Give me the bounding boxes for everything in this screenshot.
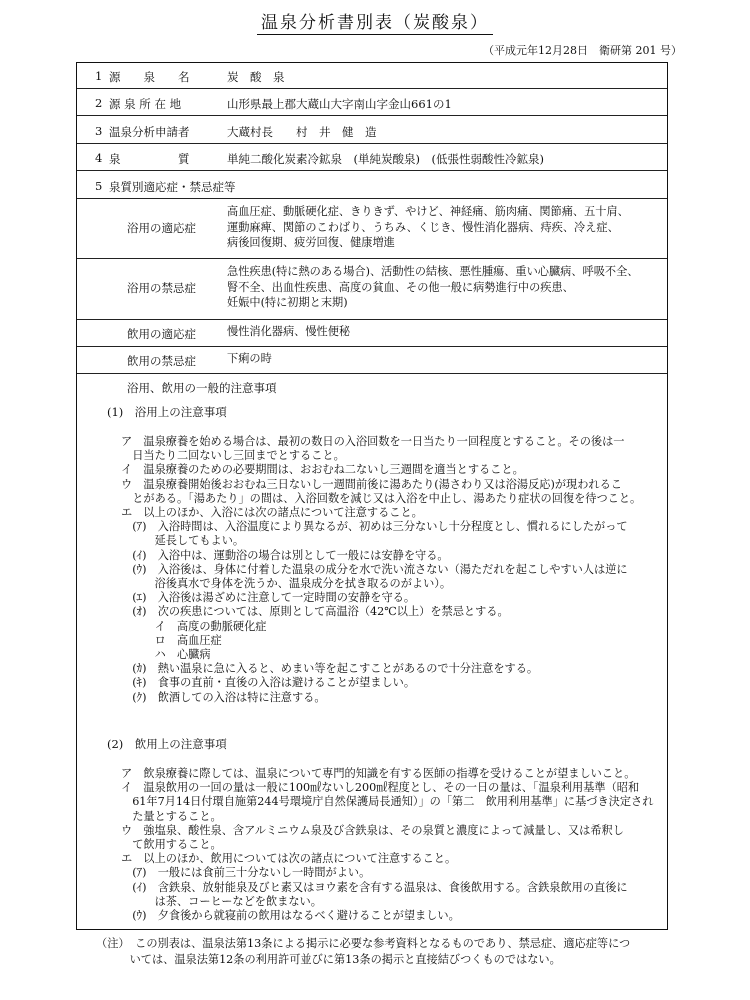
drink-contraindications: 飲用の禁忌症 下痢の時 [77,346,667,374]
bath-contraindications: 浴用の禁忌症 急性疾患(特に熱のある場合)、活動性の結核、悪性腫瘍、重い心臓病、呼吸不全、 腎不全、出血性疾患、高度の貧血、その他一般に病勢進行中の疾患、 妊娠中(特に初期と末期) [77,258,667,320]
document-title: 温泉分析書別表（炭酸泉） [0,8,750,33]
row-applicant: 3 温泉分析申請者 大蔵村長 村 井 健 造 [77,115,667,144]
footnote: （注） この別表は、温泉法第13条による掲示に必要な参考資料となるものであり、禁忌症、適応症等につ いては、温泉法第12条の利用許可並びに第13条の掲示と直接結びつくものではない。 [96,937,631,966]
row-indications-header: 5 泉質別適応症・禁忌症等 [77,170,667,199]
row-source-name: 1 源 泉 名 炭 酸 泉 [77,63,667,89]
row-source-location: 2 源 泉 所 在 地 山形県最上郡大蔵山大字南山字金山661の1 [77,88,667,116]
content-frame [76,62,668,930]
bath-precautions-list: ア 温泉療養を始める場合は、最初の数日の入浴回数を一日当たり一回程度とすること。その後は一 日当たり二回ないし三回までとすること。 イ 温泉療養のための必要期間は、おおむね二ないし三週間を適当とすること。 ウ 温泉療養開始後おおむね三日ないし一週間前後に湯あたり(湯さわり又は浴湯反応)が現われるこ とがある。「湯あたり」の間は、入浴回数を減じ又は入浴を中止し、湯あたり症状の回復を待つこと。 エ 以上のほか、入浴には次の諸点について注意すること。 (ｱ) 入浴時間は、入浴温度により異なるが、初めは三分ないし十分程度とし、慣れるにしたがって 延長してもよい。 (ｲ) 入浴中は、運動浴の場合は別として一般には安静を守る。 (ｳ) 入浴後は、身体に付着した温泉の成分を水で洗い流さない（湯ただれを起こしやすい人は逆に 浴後真水で身体を洗うか、温泉成分を拭き取るのがよい）。 (ｴ) 入浴後は湯ざめに注意して一定時間の安静を守る。 (ｵ) 次の疾患については、原則として高温浴（42℃以上）を禁忌とする。 イ 高度の動脈硬化症 ロ 高血圧症 ハ 心臓病 (ｶ) 熱い温泉に急に入ると、めまい等を起こすことがあるので十分注意をする。 (ｷ) 食事の直前・直後の入浴は避けることが望ましい。 (ｸ) 飲酒しての入浴は特に注意する。 [121,435,642,704]
bath-indications: 浴用の適応症 高血圧症、動脈硬化症、きりきず、やけど、神経痛、筋肉痛、関節痛、五十肩、 運動麻痺、関節のこわばり、うちみ、くじき、慢性消化器病、痔疾、冷え症、 病後回復期、疲労回復、健康増進 [77,198,667,259]
bath-precautions-heading: (1) 浴用上の注意事項 [107,405,227,419]
drink-indications: 飲用の適応症 慢性消化器病、慢性便秘 [77,319,667,347]
reference-number: （平成元年12月28日 衛研第 201 号） [483,44,682,57]
drink-precautions-list: ア 飲泉療養に際しては、温泉について専門的知識を有する医師の指導を受けることが望ましいこと。 イ 温泉飲用の一回の量は一般に100㎖ないし200㎖程度とし、その一日の量は、「温泉利用基準（昭和 61年7月14日付環自施第244号環境庁自然保護局長通知）」の「第二 飲用利用基準」に基づき決定され た量とすること。 ウ 強塩泉、酸性泉、含アルミニウム泉及び含鉄泉は、その泉質と濃度によって減量し、又は希釈し て飲用すること。 エ 以上のほか、飲用については次の諸点について注意すること。 (ｱ) 一般には食前三十分ないし一時間がよい。 (ｲ) 含鉄泉、放射能泉及びヒ素又はヨウ素を含有する温泉は、食後飲用する。含鉄泉飲用の直後に は茶、コーヒーなどを飲まない。 (ｳ) 夕食後から就寝前の飲用はなるべく避けることが望ましい。 [121,767,654,923]
row-spring-quality: 4 泉 質 単純二酸化炭素冷鉱泉 (単純炭酸泉) (低張性弱酸性冷鉱泉) [77,143,667,171]
general-precautions-heading: 浴用、飲用の一般的注意事項 [127,381,277,395]
drink-precautions-heading: (2) 飲用上の注意事項 [107,737,227,751]
